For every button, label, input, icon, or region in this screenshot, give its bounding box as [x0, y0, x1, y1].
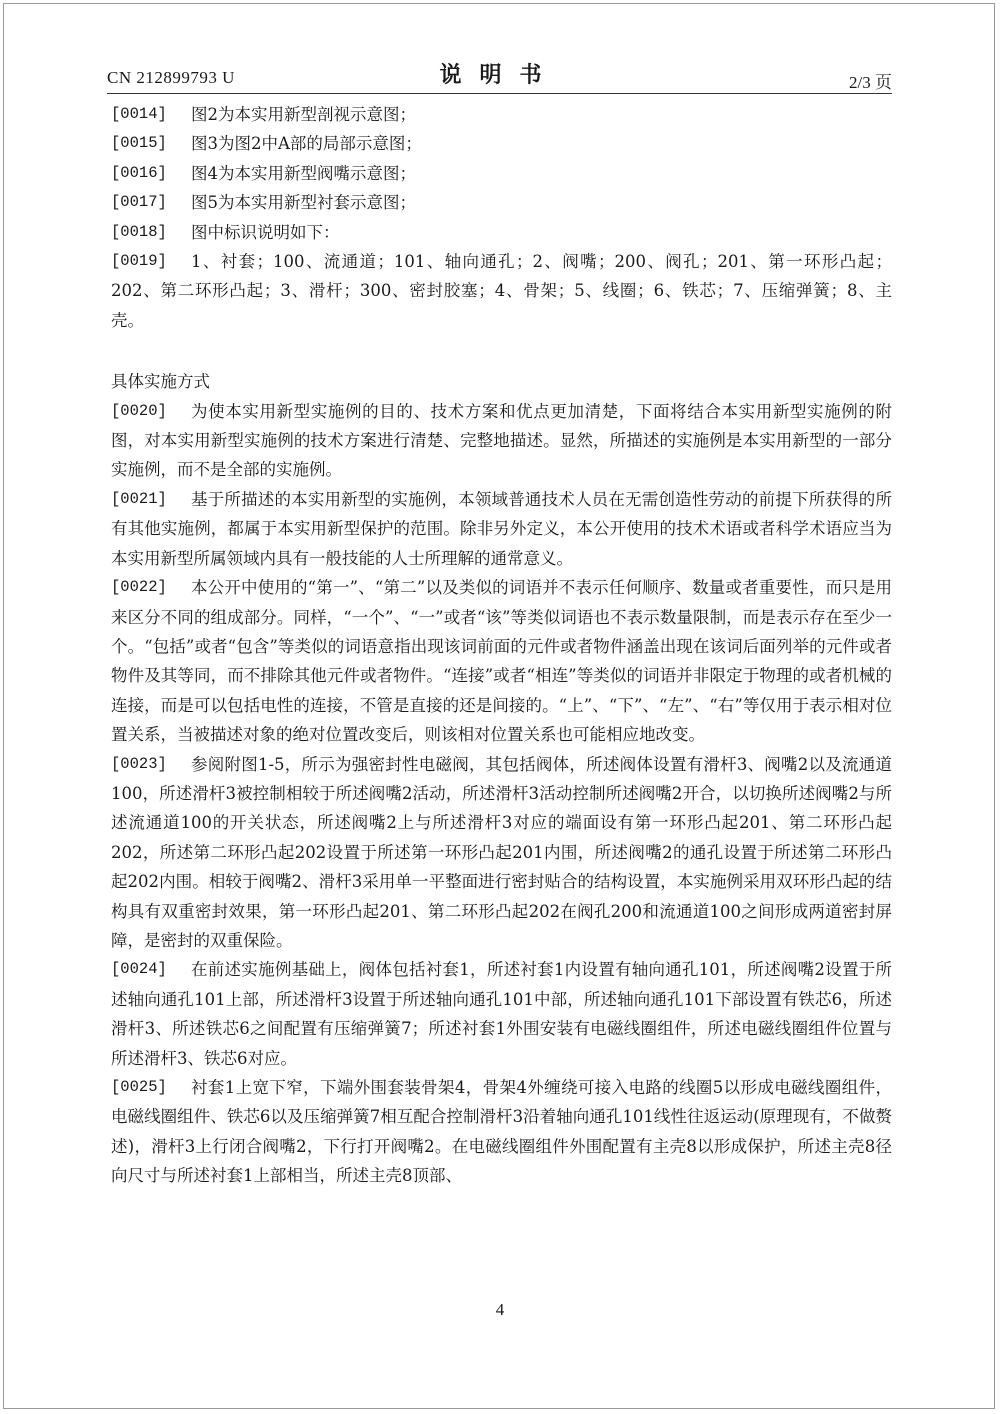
- page-of: 2/3 页: [849, 73, 892, 92]
- paragraph-text: 图4为本实用新型阀嘴示意图；: [191, 163, 416, 183]
- paragraph-number: [0014]: [111, 105, 167, 123]
- paragraph-text: 图2为本实用新型剖视示意图；: [191, 105, 416, 124]
- doc-number: CN 212899793 U: [107, 68, 235, 87]
- paragraph: [111, 397, 892, 485]
- paragraph: [111, 247, 892, 335]
- paragraph-text: 本公开中使用的“第一”、“第二”以及类似的词语并不表示任何顺序、数量或者重要性，而只是用来区分不同的组成部分。同样，“一个”、“一”或者“该”等类似词语也不表示数量限制，而是表示存在至少一个。“包括”或者“包含”等类似的词语意指出现该词前面的元件或者物件涵盖出现在该词后面列举的元件或者物件及其等同，而不排除其他元件或者物件。“连接”或者“相连”等类似的词语并非限定于物理的或者机械的连接，而是可以包括电性的连接，不管是直接的还是间接的。“上”、“下”、“左”、“右”等仅用于表示相对位置关系，当被描述对象的绝对位置改变后，则该相对位置关系也可能相应地改变。: [111, 578, 892, 745]
- paragraph-number: [0025]: [111, 1078, 167, 1096]
- paragraph-number: [0015]: [111, 134, 167, 153]
- paragraph-number: [0016]: [111, 163, 167, 182]
- paragraph-number: [0024]: [111, 960, 167, 979]
- paragraph-number: [0020]: [111, 401, 167, 420]
- paragraph-number: [0018]: [111, 222, 167, 241]
- paragraph-number: [0023]: [111, 754, 167, 773]
- figure-list: [111, 100, 892, 335]
- paragraph-text: 图3为图2中A部的局部示意图；: [191, 134, 422, 154]
- paragraph: [111, 159, 892, 188]
- paragraph-text: 基于所描述的本实用新型的实施例，本领域普通技术人员在无需创造性劳动的前提下所获得的所有其他实施例，都属于本实用新型保护的范围。除非另外定义，本公开使用的技术术语或者科学术语应当为本实用新型所属领域内具有一般技能的人士所理解的通常意义。: [111, 489, 892, 568]
- paragraph-number: [0022]: [111, 578, 167, 597]
- paragraph-text: 图5为本实用新型衬套示意图；: [191, 193, 416, 213]
- paragraph: [111, 188, 892, 217]
- page-number: 4: [495, 1300, 505, 1319]
- paragraph: [111, 129, 892, 158]
- paragraph: [111, 100, 892, 129]
- page-header: [107, 58, 892, 94]
- header-rule: [107, 93, 892, 94]
- paragraph-text: 为使本实用新型实施例的目的、技术方案和优点更加清楚，下面将结合本实用新型实施例的附图，对本实用新型实施例的技术方案进行清楚、完整地描述。显然，所描述的实施例是本实用新型的一部分实施例，而不是全部的实施例。: [111, 401, 892, 480]
- paragraph-number: [0021]: [111, 489, 167, 508]
- paragraph-text: 在前述实施例基础上，阀体包括衬套1，所述衬套1内设置有轴向通孔101，所述阀嘴2设置于所述轴向通孔101上部，所述滑杆3设置于所述轴向通孔101中部，所述轴向通孔101下部设置有铁芯6，所述滑杆3、所述铁芯6之间配置有压缩弹簧7；所述衬套1外围安装有电磁线圈组件，所述电磁线圈组件位置与所述滑杆3、铁芯6对应。: [111, 960, 892, 1068]
- embodiment-section: [111, 397, 892, 1191]
- section-heading: 具体实施方式: [111, 372, 210, 392]
- paragraph: [111, 218, 892, 247]
- paragraph-number: [0017]: [111, 193, 167, 212]
- paragraph-text: 参阅附图1-5，所示为强密封性电磁阀，其包括阀体，所述阀体设置有滑杆3、阀嘴2以及流通道100，所述滑杆3被控制相较于所述阀嘴2活动，所述滑杆3活动控制所述阀嘴2开合，以切换所述阀嘴2与所述流通道100的开关状态，所述阀嘴2上与所述滑杆3对应的端面设有第一环形凸起201、第二环形凸起202，所述第二环形凸起202设置于所述第一环形凸起201内围，所述阀嘴2的通孔设置于所述第二环形凸起202内围。相较于阀嘴2、滑杆3采用单一平整面进行密封贴合的结构设置，本实施例采用双环形凸起的结构具有双重密封效果，第一环形凸起201、第二环形凸起202在阀孔200和流通道100之间形成两道密封屏障，是密封的双重保险。: [111, 754, 892, 950]
- document-body: [111, 100, 892, 1191]
- paragraph-number: [0019]: [111, 252, 167, 271]
- doc-title: 说明书: [439, 62, 560, 88]
- paragraph: [111, 750, 892, 956]
- paragraph: [111, 485, 892, 573]
- paragraph-text: 图中标识说明如下：: [191, 222, 340, 242]
- paragraph-text: 1、衬套；100、流通道；101、轴向通孔；2、阀嘴；200、阀孔；201、第一环形凸起；202、第二环形凸起；3、滑杆；300、密封胶塞；4、骨架；5、线圈；6、铁芯；7、压缩弹簧；8、主壳。: [111, 252, 892, 330]
- paragraph: [111, 573, 892, 749]
- paragraph: [111, 955, 892, 1073]
- paragraph-text: 衬套1上宽下窄，下端外围套装骨架4，骨架4外缠绕可接入电路的线圈5以形成电磁线圈组件，电磁线圈组件、铁芯6以及压缩弹簧7相互配合控制滑杆3沿着轴向通孔101线性往返运动(原理现有，不做赘述)，滑杆3上行闭合阀嘴2，下行打开阀嘴2。在电磁线圈组件外围配置有主壳8以形成保护，所述主壳8径向尺寸与所述衬套1上部相当，所述主壳8顶部、: [111, 1078, 892, 1186]
- paragraph: [111, 1073, 892, 1191]
